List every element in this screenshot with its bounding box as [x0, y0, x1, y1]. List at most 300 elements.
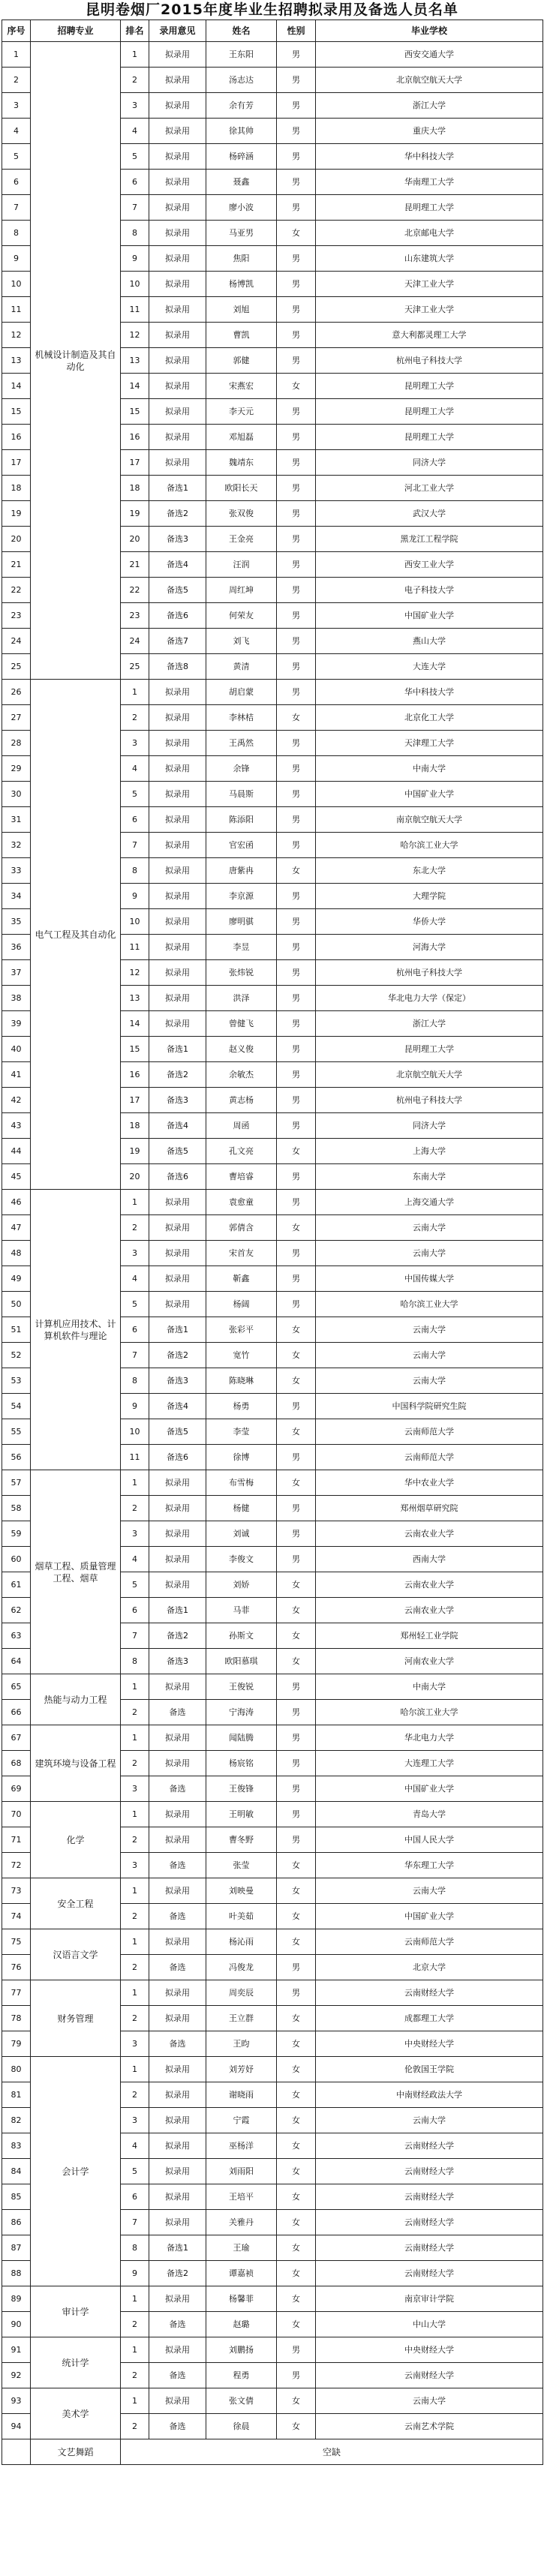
cell-school: 昆明理工大学	[316, 425, 543, 450]
cell-school: 云南财经大学	[316, 2133, 543, 2159]
cell-rank: 8	[121, 221, 149, 246]
cell-school: 云南大学	[316, 1343, 543, 1368]
cell-major: 计算机应用技术、计算机软件与理论	[31, 1190, 121, 1470]
cell-gender: 男	[277, 935, 316, 960]
cell-index: 68	[2, 1751, 31, 1776]
cell-decision: 拟录用	[149, 374, 206, 399]
cell-school: 上海大学	[316, 1139, 543, 1164]
cell-gender: 男	[277, 1802, 316, 1827]
cell-decision: 拟录用	[149, 399, 206, 425]
cell-decision: 拟录用	[149, 348, 206, 374]
cell-school: 云南大学	[316, 1317, 543, 1343]
cell-index: 31	[2, 807, 31, 833]
cell-decision: 备选1	[149, 1037, 206, 1062]
cell-school: 云南大学	[316, 1878, 543, 1904]
cell-major: 汉语言文学	[31, 1929, 121, 1980]
cell-name: 孙斯文	[206, 1623, 277, 1649]
cell-index: 8	[2, 221, 31, 246]
cell-name: 刘飞	[206, 629, 277, 654]
cell-rank: 24	[121, 629, 149, 654]
cell-decision: 备选	[149, 2363, 206, 2388]
cell-decision: 备选4	[149, 552, 206, 578]
cell-decision: 拟录用	[149, 297, 206, 323]
cell-index: 93	[2, 2388, 31, 2414]
cell-school: 燕山大学	[316, 629, 543, 654]
cell-gender: 男	[277, 578, 316, 603]
cell-index: 37	[2, 960, 31, 986]
cell-gender: 女	[277, 2235, 316, 2261]
cell-gender: 女	[277, 1878, 316, 1904]
cell-decision: 拟录用	[149, 986, 206, 1011]
cell-gender: 男	[277, 272, 316, 297]
cell-rank: 1	[121, 1878, 149, 1904]
cell-index: 10	[2, 272, 31, 297]
cell-name: 洪泽	[206, 986, 277, 1011]
cell-school: 南京审计学院	[316, 2286, 543, 2312]
cell-gender: 男	[277, 1955, 316, 1980]
cell-rank: 1	[121, 1725, 149, 1751]
cell-gender: 男	[277, 680, 316, 705]
cell-index: 55	[2, 1419, 31, 1445]
cell-decision: 拟录用	[149, 705, 206, 731]
cell-major: 化学	[31, 1802, 121, 1878]
cell-school: 河北工业大学	[316, 476, 543, 501]
cell-decision: 拟录用	[149, 909, 206, 935]
cell-rank: 1	[121, 2286, 149, 2312]
cell-gender: 女	[277, 705, 316, 731]
cell-name: 李天元	[206, 399, 277, 425]
cell-gender: 女	[277, 1598, 316, 1623]
cell-decision: 拟录用	[149, 1980, 206, 2006]
cell-index: 1	[2, 42, 31, 68]
cell-decision: 备选2	[149, 501, 206, 527]
cell-school: 武汉大学	[316, 501, 543, 527]
cell-decision: 拟录用	[149, 2210, 206, 2235]
cell-decision: 拟录用	[149, 119, 206, 144]
cell-name: 杨健	[206, 1496, 277, 1521]
table-row	[2, 1725, 543, 1751]
cell-rank: 18	[121, 1113, 149, 1139]
cell-rank: 2	[121, 68, 149, 93]
cell-decision: 拟录用	[149, 1292, 206, 1317]
table-row-footer	[2, 2439, 543, 2465]
cell-decision: 备选2	[149, 1062, 206, 1088]
cell-decision: 拟录用	[149, 1802, 206, 1827]
cell-gender: 男	[277, 170, 316, 195]
cell-index: 42	[2, 1088, 31, 1113]
cell-index: 70	[2, 1802, 31, 1827]
cell-gender: 女	[277, 2006, 316, 2031]
cell-gender: 男	[277, 450, 316, 476]
cell-decision: 备选8	[149, 654, 206, 680]
cell-rank: 7	[121, 195, 149, 221]
cell-index: 23	[2, 603, 31, 629]
cell-decision: 备选	[149, 1776, 206, 1802]
cell-decision: 备选2	[149, 1623, 206, 1649]
cell-index: 17	[2, 450, 31, 476]
cell-school: 同济大学	[316, 1113, 543, 1139]
cell-rank: 3	[121, 2031, 149, 2057]
cell-gender: 女	[277, 2082, 316, 2108]
cell-name: 马亚男	[206, 221, 277, 246]
cell-school: 云南师范大学	[316, 1419, 543, 1445]
cell-decision: 拟录用	[149, 1751, 206, 1776]
cell-rank: 1	[121, 2057, 149, 2082]
cell-rank: 15	[121, 1037, 149, 1062]
cell-major: 审计学	[31, 2286, 121, 2337]
cell-rank: 5	[121, 144, 149, 170]
cell-decision: 备选7	[149, 629, 206, 654]
cell-gender: 男	[277, 1521, 316, 1547]
cell-decision: 备选5	[149, 1419, 206, 1445]
cell-index: 92	[2, 2363, 31, 2388]
cell-school: 天津理工大学	[316, 731, 543, 756]
cell-index: 74	[2, 1904, 31, 1929]
cell-gender: 男	[277, 68, 316, 93]
cell-index: 72	[2, 1853, 31, 1878]
cell-rank: 11	[121, 935, 149, 960]
cell-index: 27	[2, 705, 31, 731]
cell-index: 7	[2, 195, 31, 221]
cell-school: 北京化工大学	[316, 705, 543, 731]
cell-school: 云南师范大学	[316, 1929, 543, 1955]
cell-school: 杭州电子科技大学	[316, 1088, 543, 1113]
cell-school: 云南农业大学	[316, 1572, 543, 1598]
cell-name: 陈晓琳	[206, 1368, 277, 1394]
cell-index: 24	[2, 629, 31, 654]
cell-decision: 拟录用	[149, 2082, 206, 2108]
cell-school: 青岛大学	[316, 1802, 543, 1827]
cell-gender: 男	[277, 654, 316, 680]
cell-name: 魏靖东	[206, 450, 277, 476]
cell-decision: 拟录用	[149, 807, 206, 833]
cell-index: 89	[2, 2286, 31, 2312]
cell-gender: 男	[277, 1445, 316, 1470]
cell-rank: 2	[121, 1496, 149, 1521]
cell-rank: 9	[121, 2261, 149, 2286]
cell-name: 周红坤	[206, 578, 277, 603]
cell-index: 20	[2, 527, 31, 552]
cell-gender: 男	[277, 2363, 316, 2388]
cell-rank: 1	[121, 2388, 149, 2414]
cell-rank: 3	[121, 1521, 149, 1547]
cell-rank: 12	[121, 960, 149, 986]
cell-rank: 1	[121, 680, 149, 705]
cell-school: 哈尔滨工业大学	[316, 1700, 543, 1725]
cell-rank: 1	[121, 1674, 149, 1700]
cell-index: 85	[2, 2184, 31, 2210]
cell-name: 曹凯	[206, 323, 277, 348]
cell-gender: 女	[277, 2388, 316, 2414]
cell-name: 张彩平	[206, 1317, 277, 1343]
cell-index: 91	[2, 2337, 31, 2363]
cell-index: 43	[2, 1113, 31, 1139]
cell-major: 建筑环境与设备工程	[31, 1725, 121, 1802]
cell-decision: 备选5	[149, 578, 206, 603]
cell-rank: 5	[121, 782, 149, 807]
cell-major: 文艺舞蹈	[31, 2439, 121, 2465]
cell-name: 李林桔	[206, 705, 277, 731]
cell-decision: 拟录用	[149, 1470, 206, 1496]
cell-name: 徐其帅	[206, 119, 277, 144]
cell-index: 67	[2, 1725, 31, 1751]
cell-name: 徐晨	[206, 2414, 277, 2439]
cell-index: 50	[2, 1292, 31, 1317]
cell-index: 44	[2, 1139, 31, 1164]
cell-name: 黄志杨	[206, 1088, 277, 1113]
cell-rank: 21	[121, 552, 149, 578]
table-body	[2, 42, 543, 2465]
cell-rank: 3	[121, 2108, 149, 2133]
cell-gender: 男	[277, 1113, 316, 1139]
cell-school: 重庆大学	[316, 119, 543, 144]
cell-gender: 男	[277, 93, 316, 119]
cell-rank: 6	[121, 807, 149, 833]
cell-gender: 男	[277, 476, 316, 501]
cell-name: 郭倩含	[206, 1215, 277, 1241]
cell-name: 曹冬野	[206, 1827, 277, 1853]
table-row	[2, 42, 543, 68]
cell-gender: 男	[277, 1088, 316, 1113]
cell-gender: 男	[277, 909, 316, 935]
cell-rank: 5	[121, 1572, 149, 1598]
cell-decision: 备选	[149, 2312, 206, 2337]
cell-gender: 男	[277, 1547, 316, 1572]
cell-name: 何荣友	[206, 603, 277, 629]
cell-name: 靳鑫	[206, 1266, 277, 1292]
cell-rank: 1	[121, 42, 149, 68]
cell-gender: 男	[277, 119, 316, 144]
cell-decision: 拟录用	[149, 2286, 206, 2312]
cell-school: 中国矿业大学	[316, 1776, 543, 1802]
cell-index: 82	[2, 2108, 31, 2133]
cell-gender: 女	[277, 2312, 316, 2337]
cell-gender: 男	[277, 986, 316, 1011]
cell-school: 中国矿业大学	[316, 1904, 543, 1929]
table-row	[2, 1980, 543, 2006]
cell-school: 北京航空航天大学	[316, 68, 543, 93]
cell-name: 宋燕宏	[206, 374, 277, 399]
cell-rank: 20	[121, 527, 149, 552]
cell-name: 徐博	[206, 1445, 277, 1470]
cell-name: 张双俊	[206, 501, 277, 527]
cell-name: 黄清	[206, 654, 277, 680]
cell-school: 华侨大学	[316, 909, 543, 935]
cell-school: 北京航空航天大学	[316, 1062, 543, 1088]
cell-name: 曾健飞	[206, 1011, 277, 1037]
cell-name: 王禹然	[206, 731, 277, 756]
cell-name: 廖明骐	[206, 909, 277, 935]
cell-rank: 9	[121, 1394, 149, 1419]
cell-gender: 男	[277, 552, 316, 578]
cell-school: 上海交通大学	[316, 1190, 543, 1215]
cell-rank: 22	[121, 578, 149, 603]
cell-rank: 4	[121, 1547, 149, 1572]
cell-index: 38	[2, 986, 31, 1011]
cell-name: 张莹	[206, 1853, 277, 1878]
cell-decision: 拟录用	[149, 935, 206, 960]
cell-rank: 14	[121, 1011, 149, 1037]
cell-gender: 女	[277, 1215, 316, 1241]
cell-decision: 拟录用	[149, 1011, 206, 1037]
cell-rank: 5	[121, 1292, 149, 1317]
cell-name: 李昱	[206, 935, 277, 960]
cell-school: 中国传媒大学	[316, 1266, 543, 1292]
cell-rank: 1	[121, 1190, 149, 1215]
table-row	[2, 1802, 543, 1827]
cell-gender: 男	[277, 1292, 316, 1317]
cell-decision: 拟录用	[149, 1190, 206, 1215]
cell-rank: 8	[121, 2235, 149, 2261]
cell-gender: 男	[277, 1062, 316, 1088]
cell-index: 46	[2, 1190, 31, 1215]
cell-major: 安全工程	[31, 1878, 121, 1929]
cell-gender: 男	[277, 833, 316, 858]
cell-rank: 3	[121, 1241, 149, 1266]
cell-decision: 拟录用	[149, 680, 206, 705]
cell-index: 25	[2, 654, 31, 680]
cell-school: 哈尔滨工业大学	[316, 1292, 543, 1317]
cell-decision: 拟录用	[149, 1266, 206, 1292]
cell-school: 北京邮电大学	[316, 221, 543, 246]
cell-school: 华东理工大学	[316, 1853, 543, 1878]
cell-index: 40	[2, 1037, 31, 1062]
cell-index: 75	[2, 1929, 31, 1955]
cell-rank: 7	[121, 2210, 149, 2235]
cell-index: 63	[2, 1623, 31, 1649]
cell-decision: 备选4	[149, 1113, 206, 1139]
cell-name: 廖小波	[206, 195, 277, 221]
cell-index: 73	[2, 1878, 31, 1904]
cell-name: 杨沁雨	[206, 1929, 277, 1955]
cell-name: 汪润	[206, 552, 277, 578]
cell-index: 53	[2, 1368, 31, 1394]
cell-index: 88	[2, 2261, 31, 2286]
header-school: 毕业学校	[316, 20, 543, 42]
cell-gender: 女	[277, 2031, 316, 2057]
cell-rank: 2	[121, 2006, 149, 2031]
cell-gender: 女	[277, 2414, 316, 2439]
cell-name: 李莹	[206, 1419, 277, 1445]
cell-rank: 2	[121, 2414, 149, 2439]
cell-school: 云南财经大学	[316, 2184, 543, 2210]
cell-school: 云南财经大学	[316, 2210, 543, 2235]
cell-school: 东南大学	[316, 1164, 543, 1190]
cell-gender: 女	[277, 1623, 316, 1649]
cell-gender: 女	[277, 2210, 316, 2235]
table-header-row	[2, 20, 543, 42]
cell-name: 袁愈童	[206, 1190, 277, 1215]
cell-index: 30	[2, 782, 31, 807]
cell-decision: 拟录用	[149, 2337, 206, 2363]
cell-gender: 女	[277, 2184, 316, 2210]
cell-index: 14	[2, 374, 31, 399]
cell-name: 谭嘉祯	[206, 2261, 277, 2286]
cell-rank: 13	[121, 986, 149, 1011]
cell-decision: 拟录用	[149, 1674, 206, 1700]
cell-school: 云南师范大学	[316, 1445, 543, 1470]
cell-gender: 女	[277, 2108, 316, 2133]
cell-rank: 6	[121, 1317, 149, 1343]
header-name: 姓名	[206, 20, 277, 42]
cell-index: 9	[2, 246, 31, 272]
cell-school: 中国矿业大学	[316, 603, 543, 629]
cell-school: 郑州烟草研究院	[316, 1496, 543, 1521]
cell-index: 64	[2, 1649, 31, 1674]
cell-school: 杭州电子科技大学	[316, 348, 543, 374]
cell-name: 陈添阳	[206, 807, 277, 833]
cell-name: 欧阳长天	[206, 476, 277, 501]
cell-school: 云南大学	[316, 2108, 543, 2133]
cell-name: 周奕辰	[206, 1980, 277, 2006]
cell-gender: 男	[277, 297, 316, 323]
cell-index: 26	[2, 680, 31, 705]
cell-school: 云南财经大学	[316, 2363, 543, 2388]
cell-school: 北京大学	[316, 1955, 543, 1980]
cell-decision: 拟录用	[149, 170, 206, 195]
cell-gender: 男	[277, 1164, 316, 1190]
cell-decision: 备选	[149, 1700, 206, 1725]
cell-index: 32	[2, 833, 31, 858]
cell-school: 中南大学	[316, 756, 543, 782]
cell-index: 12	[2, 323, 31, 348]
cell-decision: 拟录用	[149, 858, 206, 884]
cell-index: 78	[2, 2006, 31, 2031]
cell-decision: 备选	[149, 1904, 206, 1929]
cell-index: 60	[2, 1547, 31, 1572]
cell-name: 聂鑫	[206, 170, 277, 195]
cell-index: 66	[2, 1700, 31, 1725]
cell-index: 87	[2, 2235, 31, 2261]
cell-name: 杨馨菲	[206, 2286, 277, 2312]
cell-decision: 备选3	[149, 1088, 206, 1113]
cell-name: 王瑜	[206, 2235, 277, 2261]
cell-school: 大理学院	[316, 884, 543, 909]
table-row	[2, 2286, 543, 2312]
cell-rank: 7	[121, 1623, 149, 1649]
cell-name: 杨勇	[206, 1394, 277, 1419]
cell-gender: 男	[277, 42, 316, 68]
cell-major: 烟草工程、质量管理工程、烟草	[31, 1470, 121, 1674]
cell-gender: 女	[277, 1904, 316, 1929]
cell-decision: 拟录用	[149, 42, 206, 68]
cell-index: 6	[2, 170, 31, 195]
cell-name: 杨碎涵	[206, 144, 277, 170]
cell-name: 李京源	[206, 884, 277, 909]
cell-name: 王金亮	[206, 527, 277, 552]
cell-school: 中国科学院研究生院	[316, 1394, 543, 1419]
cell-gender: 男	[277, 603, 316, 629]
cell-school: 云南大学	[316, 2388, 543, 2414]
cell-school: 华中科技大学	[316, 680, 543, 705]
cell-school: 华南理工大学	[316, 170, 543, 195]
cell-school: 云南财经大学	[316, 2159, 543, 2184]
cell-rank: 8	[121, 1649, 149, 1674]
cell-name: 刘娇	[206, 1572, 277, 1598]
cell-gender: 男	[277, 960, 316, 986]
cell-rank: 9	[121, 884, 149, 909]
cell-rank: 3	[121, 1776, 149, 1802]
cell-name: 赵义俊	[206, 1037, 277, 1062]
cell-school: 中央财经大学	[316, 2031, 543, 2057]
cell-rank: 10	[121, 272, 149, 297]
cell-name: 赵璐	[206, 2312, 277, 2337]
cell-name: 孔文亮	[206, 1139, 277, 1164]
cell-index: 69	[2, 1776, 31, 1802]
cell-decision: 拟录用	[149, 782, 206, 807]
cell-name: 邓旭磊	[206, 425, 277, 450]
cell-rank: 2	[121, 1700, 149, 1725]
